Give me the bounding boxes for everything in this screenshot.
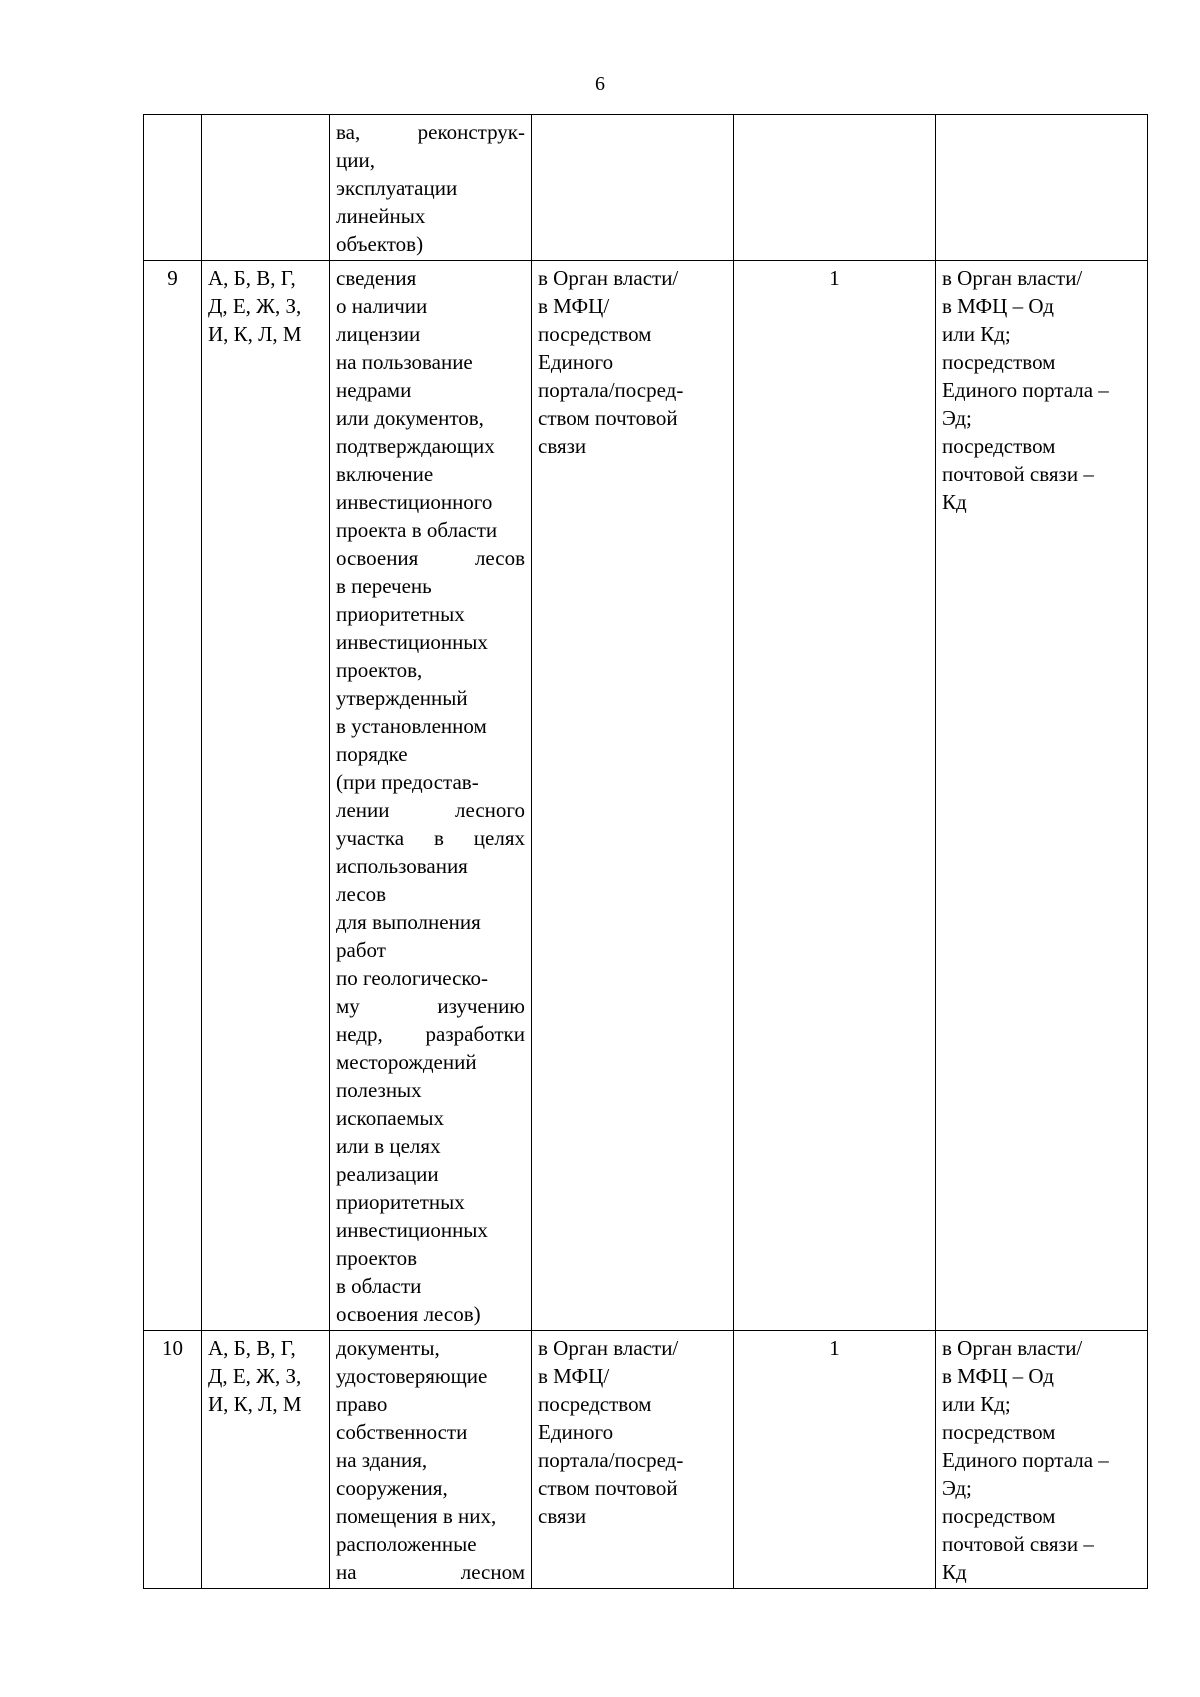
document-description-line: лесов — [336, 882, 387, 906]
document-description-line: или документов, — [336, 406, 484, 430]
document-description-line: лении лесного — [336, 798, 525, 822]
document-description-line: о наличии — [336, 294, 428, 318]
document-description-line: лицензии — [336, 322, 421, 346]
document-description-line: расположенные — [336, 1532, 477, 1556]
submission-form-line: или Кд; — [942, 1392, 1011, 1416]
document-description-line: приоритетных — [336, 1190, 465, 1214]
submission-form-line: Кд — [942, 1560, 967, 1584]
document-description-line: сооружения, — [336, 1476, 448, 1500]
row-number-cell — [144, 261, 202, 1331]
document-description-cell — [330, 115, 532, 261]
applicant-categories-line: Д, Е, Ж, З, — [208, 1364, 302, 1388]
submission-form-line: в Орган власти/ — [942, 266, 1083, 290]
document-description-line: или в целях — [336, 1134, 441, 1158]
submission-form-line: почтовой связи – — [942, 1532, 1094, 1556]
submission-form-line: Кд — [942, 490, 967, 514]
copies-count-cell — [734, 115, 936, 261]
submission-place-cell — [532, 115, 734, 261]
submission-place-line: в МФЦ/ — [538, 294, 610, 318]
document-description-cell — [330, 1331, 532, 1589]
document-description-line: ва, реконструк- — [336, 120, 525, 144]
row-number: 10 — [162, 1336, 183, 1360]
document-description-cell — [330, 261, 532, 1331]
submission-form-line: в МФЦ – Од — [942, 1364, 1054, 1388]
row-number: 9 — [167, 266, 178, 290]
applicant-categories-line: И, К, Л, М — [208, 1392, 302, 1416]
page-number: 6 — [595, 73, 605, 95]
submission-form-line: Эд; — [942, 406, 972, 430]
submission-place-line: в Орган власти/ — [538, 1336, 679, 1360]
document-description-line: на здания, — [336, 1448, 428, 1472]
document-description-line: реализации — [336, 1162, 439, 1186]
row-number-cell — [144, 115, 202, 261]
submission-place-line: ством почтовой — [538, 1476, 678, 1500]
submission-form-cell — [936, 115, 1148, 261]
document-description-line: линейных — [336, 204, 426, 228]
table-row — [144, 261, 1148, 1331]
document-description-line: сведения — [336, 266, 417, 290]
document-description-line: ции, — [336, 148, 375, 172]
submission-place-line: Единого — [538, 1420, 614, 1444]
document-description-line: полезных — [336, 1078, 422, 1102]
document-description-line: собственности — [336, 1420, 468, 1444]
document-description-line: проекта в области — [336, 518, 498, 542]
submission-form-line: посредством — [942, 350, 1056, 374]
submission-form-line: в Орган власти/ — [942, 1336, 1083, 1360]
applicant-categories-cell — [202, 261, 330, 1331]
document-description-line: освоения лесов — [336, 546, 525, 570]
submission-form-line: Эд; — [942, 1476, 972, 1500]
submission-place-line: в Орган власти/ — [538, 266, 679, 290]
submission-place-line: Единого — [538, 350, 614, 374]
document-description-line: эксплуатации — [336, 176, 458, 200]
document-description-line: му изучению — [336, 994, 525, 1018]
document-description-line: в перечень — [336, 574, 432, 598]
document-description-line: на пользование — [336, 350, 473, 374]
document-description-line: ископаемых — [336, 1106, 444, 1130]
submission-form-cell — [936, 1331, 1148, 1589]
submission-place-cell — [532, 1331, 734, 1589]
document-description-line: объектов) — [336, 232, 424, 256]
document-description-line: проектов, — [336, 658, 423, 682]
applicant-categories-line: И, К, Л, М — [208, 322, 302, 346]
applicant-categories-line: А, Б, В, Г, — [208, 1336, 296, 1360]
document-description-line: право — [336, 1392, 388, 1416]
submission-place-line: посредством — [538, 322, 652, 346]
document-description-line: инвестиционного — [336, 490, 493, 514]
row-number-cell — [144, 1331, 202, 1589]
document-description-line: помещения в них, — [336, 1504, 497, 1528]
submission-form-line: посредством — [942, 434, 1056, 458]
table-row — [144, 1331, 1148, 1589]
submission-place-line: портала/посред- — [538, 1448, 684, 1472]
document-description-line: по геологическо- — [336, 966, 489, 990]
submission-form-line: посредством — [942, 1504, 1056, 1528]
document-description-line: на лесном — [336, 1560, 525, 1584]
submission-form-cell — [936, 261, 1148, 1331]
submission-place-line: ством почтовой — [538, 406, 678, 430]
document-description-line: порядке — [336, 742, 408, 766]
document-description-line: участка в целях — [336, 826, 525, 850]
submission-form-line: в МФЦ – Од — [942, 294, 1054, 318]
document-description-line: подтверждающих — [336, 434, 495, 458]
document-description-line: в установленном — [336, 714, 487, 738]
submission-form-line: или Кд; — [942, 322, 1011, 346]
submission-place-line: в МФЦ/ — [538, 1364, 610, 1388]
document-description-line: проектов — [336, 1246, 418, 1270]
document-description-line: приоритетных — [336, 602, 465, 626]
document-description-line: недрами — [336, 378, 412, 402]
document-description-line: для выполнения — [336, 910, 481, 934]
copies-count-cell — [734, 1331, 936, 1589]
document-description-line: включение — [336, 462, 434, 486]
documents-table-body — [144, 115, 1148, 1589]
applicant-categories-line: Д, Е, Ж, З, — [208, 294, 302, 318]
submission-form-line: почтовой связи – — [942, 462, 1094, 486]
document-description-line: утвержденный — [336, 686, 468, 710]
document-description-line: месторождений — [336, 1050, 477, 1074]
submission-place-line: портала/посред- — [538, 378, 684, 402]
copies-count: 1 — [829, 266, 840, 290]
applicant-categories-cell — [202, 115, 330, 261]
document-description-line: документы, — [336, 1336, 440, 1360]
document-description-line: в области — [336, 1274, 422, 1298]
applicant-categories-line: А, Б, В, Г, — [208, 266, 296, 290]
documents-table — [143, 114, 1148, 1589]
document-description-line: работ — [336, 938, 386, 962]
copies-count-cell — [734, 261, 936, 1331]
document-description-line: инвестиционных — [336, 630, 488, 654]
document-description-line: удостоверяющие — [336, 1364, 488, 1388]
document-description-line: освоения лесов) — [336, 1302, 481, 1326]
document-description-line: использования — [336, 854, 468, 878]
submission-form-line: Единого портала – — [942, 1448, 1109, 1472]
document-description-line: недр, разработки — [336, 1022, 525, 1046]
submission-place-line: посредством — [538, 1392, 652, 1416]
copies-count: 1 — [829, 1336, 840, 1360]
applicant-categories-cell — [202, 1331, 330, 1589]
document-description-line: инвестиционных — [336, 1218, 488, 1242]
submission-place-line: связи — [538, 1504, 587, 1528]
submission-place-cell — [532, 261, 734, 1331]
table-row — [144, 115, 1148, 261]
submission-form-line: Единого портала – — [942, 378, 1109, 402]
submission-form-line: посредством — [942, 1420, 1056, 1444]
submission-place-line: связи — [538, 434, 587, 458]
document-description-line: (при предостав- — [336, 770, 479, 794]
